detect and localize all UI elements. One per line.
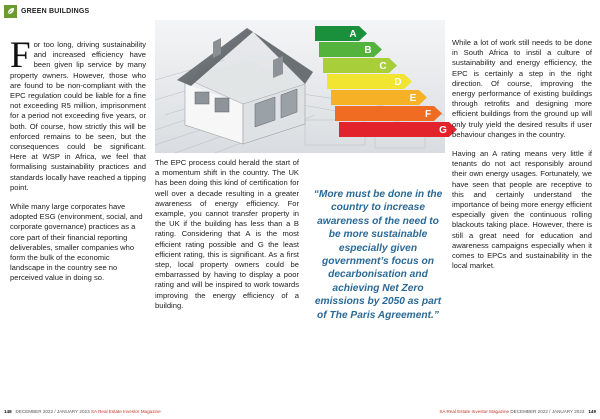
house-energy-rating-illustration: [155, 20, 445, 153]
paragraph: While a lot of work still needs to be done in South Africa to instil a culture of sustainability and energy efficiency, the EPC is certainly a step in the right direction. Of course, improving the energy performance of existing buildings through retrofits and designing more efficient buildings from the ground up will only truly yield the desired results if user behaviour changes in the country.: [452, 38, 592, 139]
rating-letter-e: E: [409, 93, 417, 104]
leaf-icon: [4, 5, 17, 18]
paragraph: Having an A rating means very little if tenants do not act responsibly around their own energy usages. Fortunately, we have seen that people are receptive to this and certainly understand the importance of being more energy efficient especially given the continuous rolling blackouts taking place. However, there is still a great need for education and awareness campaigns especially when it comes to EPCs and sustainability in the local market.: [452, 149, 592, 271]
rating-bar-b: [319, 42, 382, 57]
magazine-name-right: SA Real Estate Investor Magazine: [439, 409, 510, 414]
page-footer: [0, 407, 600, 417]
hero-image: [155, 20, 445, 153]
rating-letter-c: C: [379, 61, 387, 72]
magazine-name-left: SA Real Estate Investor Magazine: [90, 409, 161, 414]
rating-letter-a: A: [349, 29, 357, 40]
issue-date-right: DECEMBER 2022 / JANUARY 2023: [510, 409, 585, 414]
paragraph: The EPC process could herald the start of a momentum shift in the country. The UK has been doing this kind of certification for well over a decade resulting in a greater awareness of energy efficiency. For example, you cannot transfer property in the UK if the building has less than a B rating. Considering that A is the most efficient rating possible and G the least efficient rating, this is significant. As a first step, local property owners could be embarrassed by having to display a poor rating and will be inspired to work towards improving the energy efficiency of a building.: [155, 158, 299, 310]
paragraph: [10, 35, 146, 193]
paragraph: While many large corporates have adopted ESG (environment, social, and corporate governance) practices as a core part of their financial reporting deliverables, smaller companies who form the bulk of the economic landscape in the country see no perceived value in doing so.: [10, 202, 143, 283]
article-column-2: [155, 158, 299, 320]
pull-quote: “More must be done in the country to increase awareness of the need to be more sustainable especially given government’s focus on decarbonisation and achieving Net Zero emissions by 2050 as part of The Paris Agreement.”: [313, 189, 443, 321]
rating-letter-f: F: [424, 109, 432, 120]
section-header: [4, 4, 89, 18]
footer-right: [439, 409, 596, 414]
article-column-4: [452, 38, 592, 280]
page-number-left: 148: [4, 409, 12, 414]
paragraph-text: or too long, driving sustainability and increased efficiency have been given lip service by many property owners. However, those who are found to be non-compliant with the EPC regulation could be liable for a fine not exceeding R5 million, imprisonment for a period not exceeding five years, or both. Of course, how strictly this will be enforced remains to be seen, but the consequences could be significant. Here at WSP in Africa, we feel that formalising sustainability practices and standards locally have reached a tipping point.: [10, 40, 146, 192]
rating-letter-b: B: [364, 45, 372, 56]
section-label: GREEN BUILDINGS: [21, 7, 90, 15]
footer-left: [4, 409, 161, 414]
rating-letter-d: D: [394, 77, 402, 88]
drop-cap: F: [10, 35, 31, 76]
rating-letter-g: G: [439, 125, 447, 136]
article-column-1: [10, 35, 146, 293]
page-number-right: 149: [588, 409, 596, 414]
rating-bar-a: [315, 26, 367, 41]
issue-date-left: DECEMBER 2022 / JANUARY 2023: [15, 409, 90, 414]
